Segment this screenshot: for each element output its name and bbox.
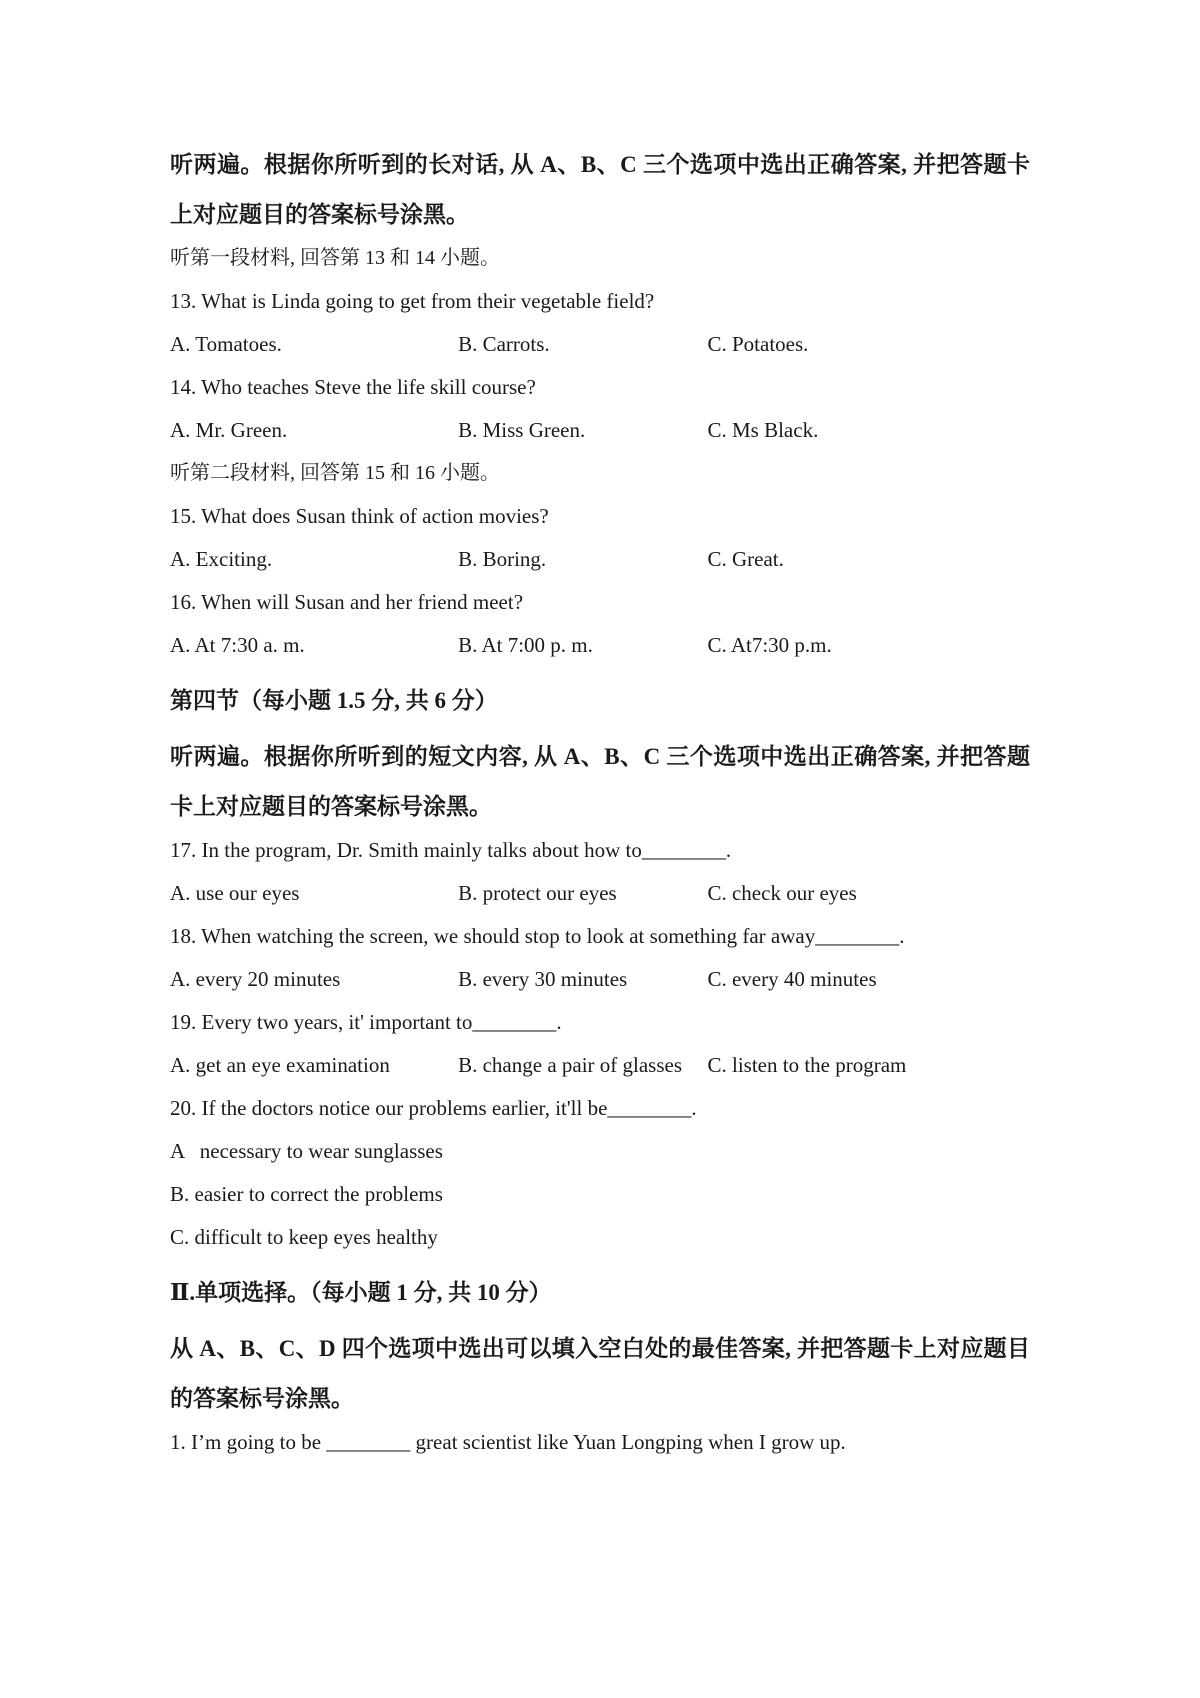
option-15-b: B. Boring. — [458, 547, 547, 571]
option-18-a: A. every 20 minutes — [170, 967, 341, 991]
option-13-b: B. Carrots. — [458, 332, 550, 356]
option-16-c: C. At7:30 p.m. — [707, 633, 832, 657]
question-16: 16. When will Susan and her friend meet? — [170, 590, 524, 614]
option-17-b: B. protect our eyes — [458, 881, 617, 905]
option-18-b: B. every 30 minutes — [458, 967, 628, 991]
material-heading-2: 听第二段材料, 回答第 15 和 16 小题。 — [170, 462, 500, 484]
options-row-15 — [170, 547, 1030, 572]
option-19-c: C. listen to the program — [707, 1053, 907, 1077]
option-15-a: A. Exciting. — [170, 547, 273, 571]
option-13-a: A. Tomatoes. — [170, 332, 282, 356]
option-19-b: B. change a pair of glasses — [458, 1053, 683, 1077]
section-heading-2: Ⅱ.单项选择。（每小题 1 分, 共 10 分） — [170, 1280, 552, 1305]
option-13-c: C. Potatoes. — [707, 332, 809, 356]
option-19-a: A. get an eye examination — [170, 1053, 390, 1077]
question-18: 18. When watching the screen, we should stop to look at something far away________. — [170, 924, 905, 948]
options-row-19 — [170, 1053, 1030, 1078]
options-row-13 — [170, 332, 1030, 357]
section-heading-4: 第四节（每小题 1.5 分, 共 6 分） — [170, 688, 498, 713]
question-14: 14. Who teaches Steve the life skill course? — [170, 375, 536, 399]
option-20-c: C. difficult to keep eyes healthy — [170, 1225, 438, 1249]
question-1: 1. I’m going to be ________ great scientist like Yuan Longping when I grow up. — [170, 1430, 846, 1454]
section-instruction-dialogue: 听两遍。根据你所听到的长对话, 从 A、B、C 三个选项中选出正确答案, 并把答题卡上对应题目的答案标号涂黑。 — [170, 152, 1030, 227]
question-19: 19. Every two years, it' important to________. — [170, 1010, 562, 1034]
question-17: 17. In the program, Dr. Smith mainly talks about how to________. — [170, 838, 732, 862]
option-14-b: B. Miss Green. — [458, 418, 586, 442]
option-18-c: C. every 40 minutes — [707, 967, 877, 991]
option-14-c: C. Ms Black. — [707, 418, 819, 442]
section-instruction-passage: 听两遍。根据你所听到的短文内容, 从 A、B、C 三个选项中选出正确答案, 并把答题卡上对应题目的答案标号涂黑。 — [170, 744, 1030, 819]
section-instruction-choice: 从 A、B、C、D 四个选项中选出可以填入空白处的最佳答案, 并把答题卡上对应题目的答案标号涂黑。 — [170, 1336, 1030, 1411]
options-row-17 — [170, 881, 1030, 906]
options-row-16 — [170, 633, 1030, 658]
question-13: 13. What is Linda going to get from their vegetable field? — [170, 289, 655, 313]
option-20-b: B. easier to correct the problems — [170, 1182, 443, 1206]
option-14-a: A. Mr. Green. — [170, 418, 288, 442]
options-row-14 — [170, 418, 1030, 443]
option-17-c: C. check our eyes — [707, 881, 857, 905]
option-16-b: B. At 7:00 p. m. — [458, 633, 593, 657]
option-16-a: A. At 7:30 a. m. — [170, 633, 305, 657]
option-20-a: A necessary to wear sunglasses — [170, 1139, 443, 1163]
question-20: 20. If the doctors notice our problems earlier, it'll be________. — [170, 1096, 697, 1120]
option-15-c: C. Great. — [707, 547, 784, 571]
options-row-18 — [170, 967, 1030, 992]
material-heading-1: 听第一段材料, 回答第 13 和 14 小题。 — [170, 247, 500, 269]
option-17-a: A. use our eyes — [170, 881, 300, 905]
question-15: 15. What does Susan think of action movies? — [170, 504, 549, 528]
